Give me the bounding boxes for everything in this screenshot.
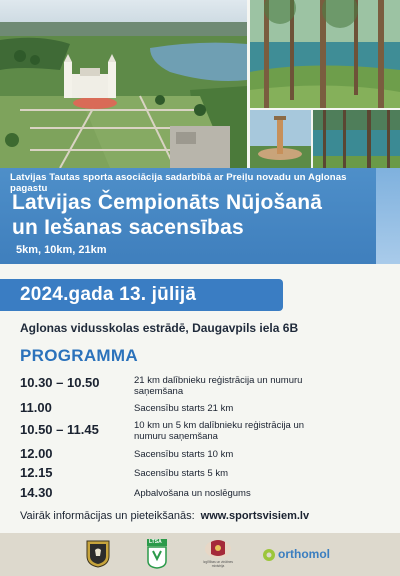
ministry-logo bbox=[203, 538, 233, 572]
ltsa-logo-text: LTSA bbox=[149, 539, 162, 545]
schedule-time: 12.15 bbox=[20, 465, 53, 480]
event-venue: Aglonas vidusskolas estrādē, Daugavpils iela 6B bbox=[20, 321, 299, 335]
tower-photo bbox=[250, 110, 311, 168]
schedule-desc: 10 km un 5 km dalībnieku reģistrācija un numuru saņemšana bbox=[134, 420, 305, 442]
orthomol-logo-text: orthomol bbox=[278, 547, 330, 561]
title-banner bbox=[0, 168, 376, 264]
organizers-text: Latvijas Tautas sporta asociācija sadarbībā ar Preiļu novadu un Aglonas pagastu bbox=[10, 172, 347, 194]
distances-text: 5km, 10km, 21km bbox=[16, 244, 107, 256]
preili-crest-logo bbox=[86, 540, 110, 568]
event-date: 2024.gada 13. jūlijā bbox=[20, 284, 197, 305]
schedule-time: 12.00 bbox=[20, 446, 53, 461]
ltsa-logo bbox=[147, 539, 167, 569]
schedule-desc: Sacensību starts 21 km bbox=[134, 403, 234, 414]
schedule-desc: Sacensību starts 10 km bbox=[134, 449, 234, 460]
schedule-time: 11.00 bbox=[20, 400, 52, 415]
sponsor-footer bbox=[0, 533, 400, 576]
event-title-line2: un Iešanas sacensības bbox=[12, 216, 244, 239]
schedule-desc: Sacensību starts 5 km bbox=[134, 468, 228, 479]
program-title: PROGRAMMA bbox=[20, 346, 138, 365]
website-link[interactable]: www.sportsvisiem.lv bbox=[200, 510, 310, 522]
ministry-logo-text: Izglītības un zinātnes ministrija bbox=[203, 560, 233, 568]
schedule-time: 10.50 – 11.45 bbox=[20, 422, 99, 437]
more-info-label: Vairāk informācijas un pieteikšanās: bbox=[20, 510, 195, 522]
orthomol-logo bbox=[262, 547, 332, 563]
more-info-line bbox=[20, 510, 309, 522]
banner-accent bbox=[376, 168, 400, 264]
event-title bbox=[12, 190, 322, 240]
schedule-time: 10.30 – 10.50 bbox=[20, 375, 100, 390]
schedule-time: 14.30 bbox=[20, 485, 53, 500]
lake-trees-photo bbox=[313, 110, 400, 168]
aerial-basilica-photo bbox=[0, 0, 247, 168]
date-bar bbox=[0, 279, 283, 311]
photo-collage bbox=[0, 0, 400, 168]
schedule-desc: 21 km dalībnieku reģistrācija un numuru saņemšana bbox=[134, 375, 303, 397]
forest-lake-photo bbox=[250, 0, 400, 108]
event-title-line1: Latvijas Čempionāts Nūjošanā bbox=[12, 191, 323, 214]
schedule-desc: Apbalvošana un noslēgums bbox=[134, 488, 251, 499]
